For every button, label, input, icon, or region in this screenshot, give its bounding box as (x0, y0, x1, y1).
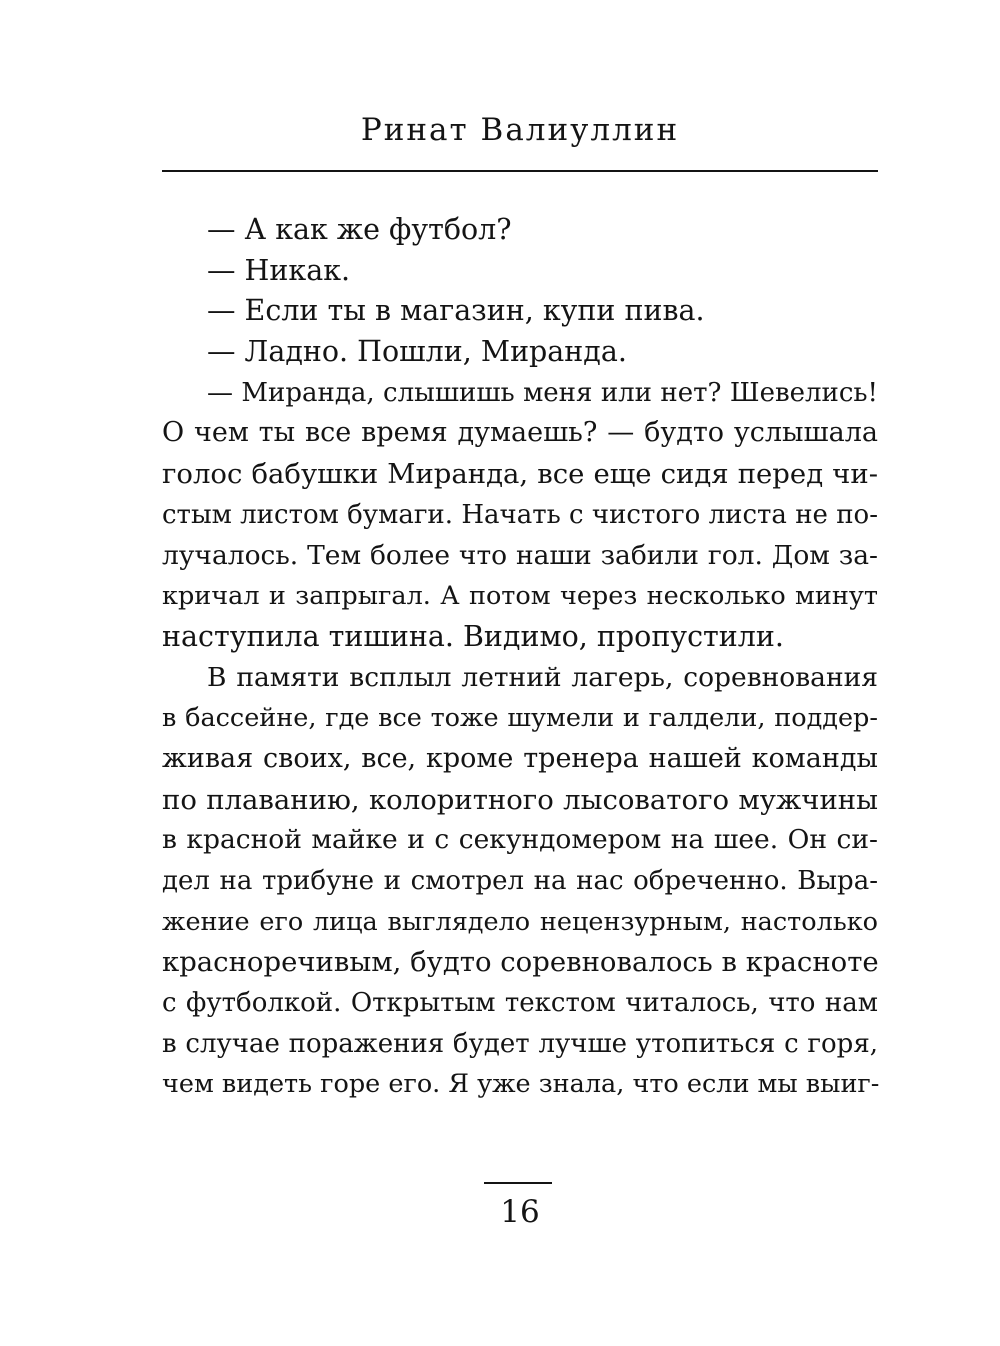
header-rule (162, 170, 878, 172)
text-line: красноречивым, будто соревновалось в красноте (162, 946, 879, 979)
text-line: чем видеть горе его. Я уже знала, что если мы выиг- (162, 1069, 880, 1100)
body-text (162, 210, 878, 1105)
text-line: — Если ты в магазин, купи пива. (207, 294, 705, 328)
text-line: жение его лица выглядело нецензурным, настолько (162, 906, 878, 937)
text-line: лучалось. Тем более что наши забили гол. Дом за- (162, 539, 878, 571)
text-line: дел на трибуне и смотрел на нас обреченно. Выра- (162, 866, 878, 896)
text-line: О чем ты все время думаешь? — будто услышала (162, 417, 878, 449)
text-line: живая своих, все, кроме тренера нашей команды (162, 742, 878, 774)
text-line: в бассейне, где все тоже шумели и галдели, поддер- (162, 703, 878, 734)
text-line: наступила тишина. Видимо, пропустили. (162, 619, 784, 653)
text-line: — Миранда, слышишь меня или нет? Шевелись! (207, 377, 878, 408)
text-line: — А как же футбол? (207, 213, 512, 246)
folio-rule (484, 1182, 552, 1184)
text-line: с футболкой. Открытым текстом читалось, что нам (162, 988, 878, 1019)
page-number: 16 (500, 1194, 540, 1230)
running-head-author: Ринат Валиуллин (360, 112, 680, 148)
text-line: — Ладно. Пошли, Миранда. (207, 335, 627, 369)
text-line: В памяти всплыл летний лагерь, соревнования (207, 661, 878, 693)
text-line: — Никак. (207, 253, 351, 287)
text-line: голос бабушки Миранда, все еще сидя перед чи- (162, 458, 878, 491)
text-line: кричал и запрыгал. А потом через несколько минут (162, 581, 878, 612)
text-line: в красной майке и с секундомером на шее. Он си- (162, 824, 878, 856)
text-line: в случае поражения будет лучше утопиться с горя, (162, 1028, 878, 1059)
text-line: по плаванию, колоритного лысоватого мужчины (162, 783, 878, 816)
text-line: стым листом бумаги. Начать с чистого листа не по- (162, 499, 878, 530)
